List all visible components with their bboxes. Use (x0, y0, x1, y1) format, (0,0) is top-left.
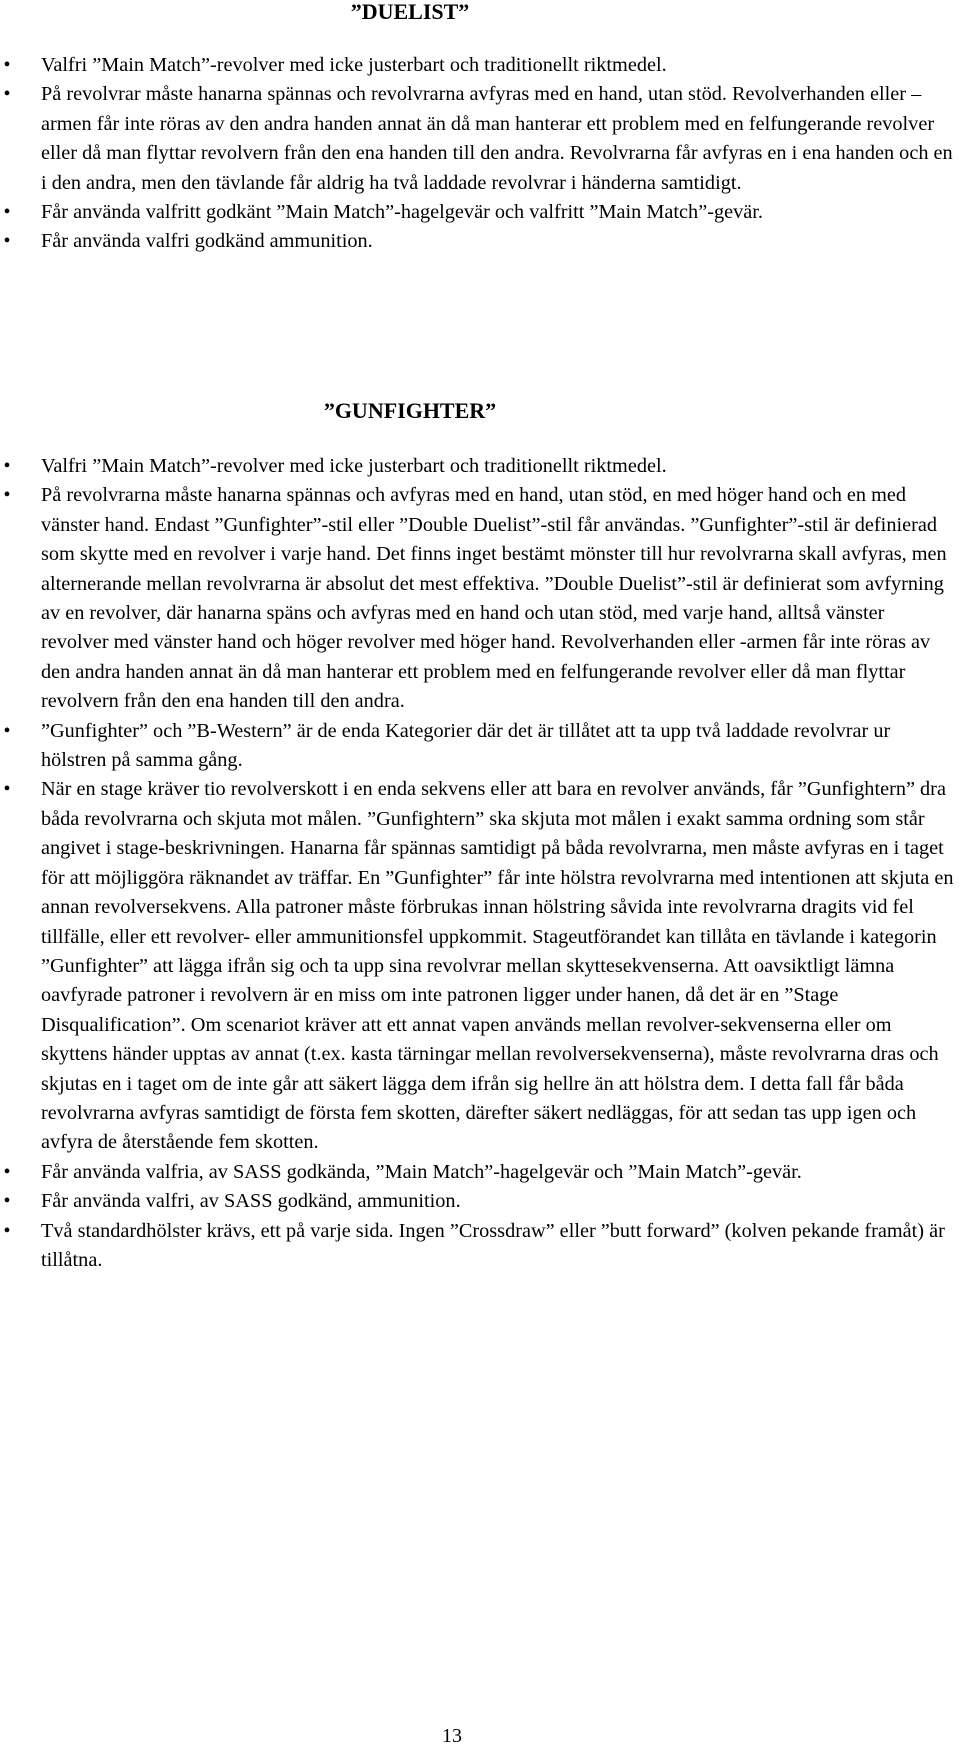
duelist-rules-list (0, 51, 960, 257)
list-item (0, 227, 960, 256)
list-item (0, 775, 960, 1157)
list-item (0, 1187, 960, 1216)
list-item-text: Valfri ”Main Match”-revolver med icke justerbart och traditionellt riktmedel. (41, 54, 667, 76)
list-item-text: När en stage kräver tio revolverskott i en enda sekvens eller att bara en revolver används, får ”Gunfightern” dra båda revolvrarna och skjuta mot målen. ”Gunfightern” ska skjuta mot målen i exakt samma ordning som står angivet i stage-beskrivningen. Hanarna får spännas samtidigt på båda revolvrarna, men måste avfyras en i taget för att möjliggöra räknandet av träffar. En ”Gunfighter” får inte hölstra revolvrarna med intentionen att skjuta en annan revolversekvens. Alla patroner måste förbrukas innan hölstring såvida inte revolvrarna dragits vid fel tillfälle, eller ett revolver- eller ammunitionsfel uppkommit. Stageutförandet kan tillåta en tävlande i kategorin ”Gunfighter” att lägga ifrån sig och ta upp sina revolvrar mellan skyttesekvenserna. Att oavsiktligt lämna oavfyrade patroner i revolvern är en miss om inte patronen ligger under hanen, då det är en ”Stage Disqualification”. Om scenariot kräver att ett annat vapen används mellan revolver-sekvenserna eller om skyttens händer upptas av annat (t.ex. kasta tärningar mellan revolversekvenserna), måste revolvrarna dras och skjutas en i taget om de inte går att säkert lägga dem ifrån sig hellre än att hölstra dem. I detta fall får båda revolvrarna avfyras samtidigt de första fem skotten, därefter säkert nedläggas, för att sedan tas upp igen och avfyra de återstående fem skotten. (41, 778, 954, 1154)
bullet-icon: • (3, 1160, 11, 1183)
list-item (0, 717, 960, 776)
list-item-text: Valfri ”Main Match”-revolver med icke justerbart och traditionellt riktmedel. (41, 455, 667, 477)
list-item-text: Två standardhölster krävs, ett på varje sida. Ingen ”Crossdraw” eller ”butt forward” (kolven pekande framåt) är tillåtna. (41, 1219, 945, 1271)
list-item (0, 1217, 960, 1276)
bullet-icon: • (3, 1190, 11, 1213)
list-item-text: ”Gunfighter” och ”B-Western” är de enda Kategorier där det är tillåtet att ta upp två laddade revolvrar ur hölstren på samma gång. (41, 719, 891, 772)
section-title-duelist: ”DUELIST” (350, 0, 470, 24)
bullet-icon: • (3, 719, 11, 742)
list-item-text: På revolvrarna måste hanarna spännas och avfyras med en hand, utan stöd, en med höger hand och en med vänster hand. Endast ”Gunfighter”-stil eller ”Double Duelist”-stil får användas. ”Gunfighter”-stil är definierad som skytte med en revolver i varje hand. Det finns inget bestämt mönster till hur revolvrarna skall avfyras, men alternerande mellan revolvrarna är absolut det mest effektiva. ”Double Duelist”-stil är definierat som avfyrning av en revolver, där hanarna späns och avfyras med en hand och utan stöd, med varje hand, alltså vänster revolver med vänster hand och höger revolver med höger hand. Revolverhanden eller -armen får inte röras av den andra handen annat än då man hanterar ett problem med en felfungerande revolver eller då man flyttar revolvern från den ena handen till den andra. (41, 484, 947, 713)
list-item-text: Får använda valfritt godkänt ”Main Match”-hagelgevär och valfritt ”Main Match”-gevär. (41, 201, 763, 224)
bullet-icon: • (3, 778, 11, 801)
bullet-icon: • (3, 83, 11, 106)
list-item-text: Får använda valfri, av SASS godkänd, ammunition. (41, 1190, 461, 1213)
list-item (0, 80, 960, 198)
list-item-text: Får använda valfria, av SASS godkända, ”Main Match”-hagelgevär och ”Main Match”-gevär. (41, 1160, 802, 1183)
page-number: 13 (442, 1725, 462, 1747)
bullet-icon: • (3, 484, 11, 507)
list-item (0, 1158, 960, 1187)
gunfighter-rules-list (0, 452, 960, 1275)
list-item (0, 51, 960, 80)
section-title-gunfighter: ”GUNFIGHTER” (323, 398, 497, 423)
list-item (0, 481, 960, 716)
list-item-text: Får använda valfri godkänd ammunition. (41, 230, 373, 253)
list-item (0, 198, 960, 227)
bullet-icon: • (3, 455, 11, 477)
bullet-icon: • (3, 54, 11, 76)
bullet-icon: • (3, 1219, 11, 1242)
list-item (0, 452, 960, 481)
bullet-icon: • (3, 201, 11, 224)
list-item-text: På revolvrar måste hanarna spännas och revolvrarna avfyras med en hand, utan stöd. Revolverhanden eller –armen får inte röras av den andra handen annat än då man hanterar ett problem med en felfungerande revolver eller då man flyttar revolvern från den ena handen till den andra. Revolvrarna får avfyras en i ena handen och en i den andra, men den tävlande får aldrig ha två laddade revolvrar i händerna samtidigt. (41, 83, 953, 194)
bullet-icon: • (3, 230, 11, 253)
